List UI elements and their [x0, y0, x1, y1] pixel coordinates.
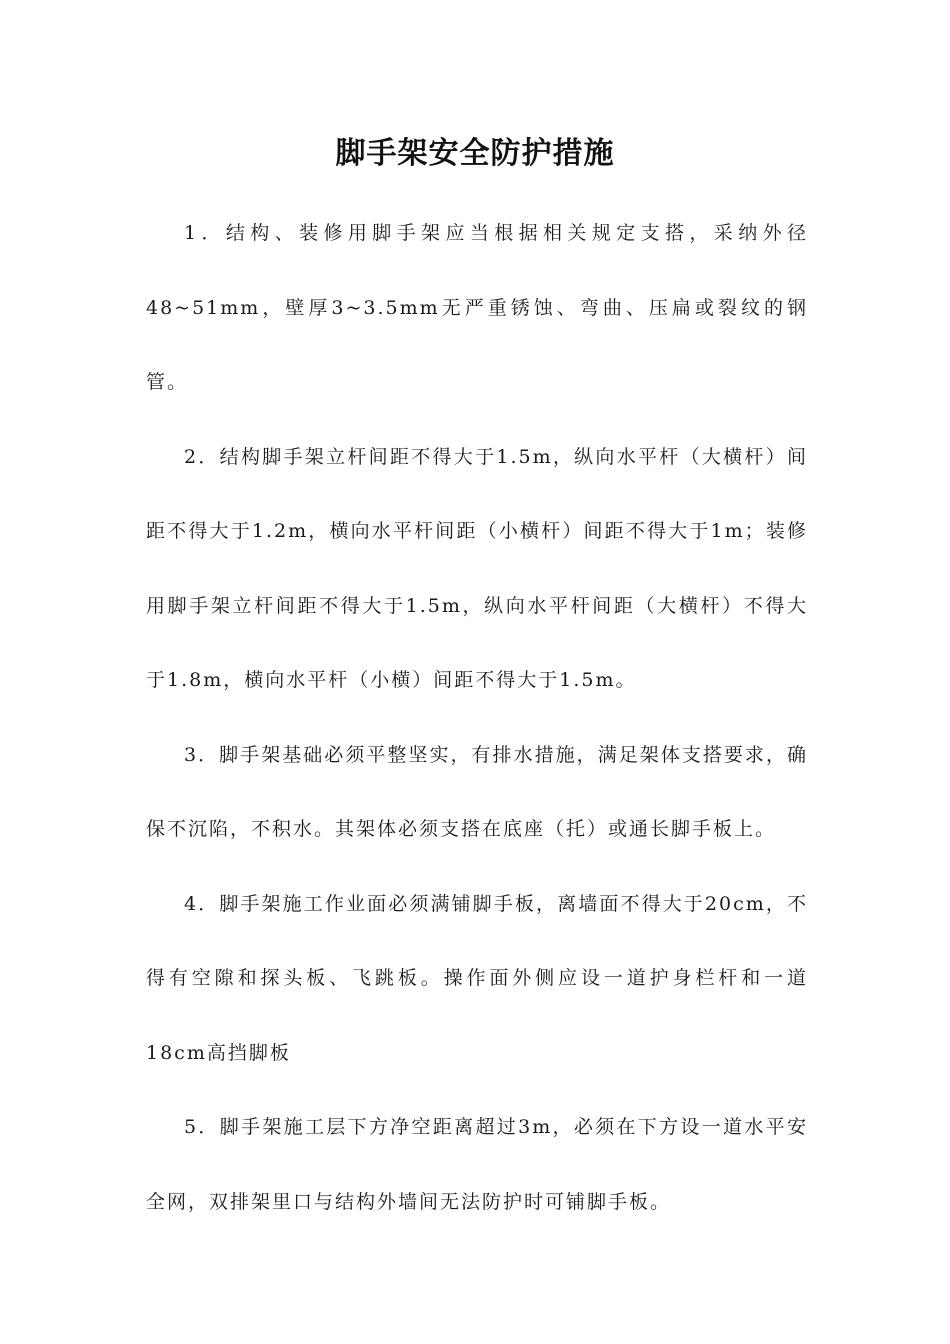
paragraph-2: 2．结构脚手架立杆间距不得大于1.5m，纵向水平杆（大横杆）间距不得大于1.2m，横向水平杆间距（小横杆）间距不得大于1m；装修用脚手架立杆间距不得大于1.5m，纵向水平杆间距（大横杆）不得大于1.8m，横向水平杆（小横）间距不得大于1.5m。: [146, 445, 808, 691]
document-body: [146, 196, 808, 1239]
paragraph-4: 4．脚手架施工作业面必须满铺脚手板，离墙面不得大于20cm，不得有空隙和探头板、飞跳板。操作面外侧应设一道护身栏杆和一道18cm高挡脚板: [146, 892, 808, 1064]
document-title: 脚手架安全防护措施: [335, 136, 615, 171]
paragraph-1: 1．结构、装修用脚手架应当根据相关规定支搭，采纳外径48~51mm，壁厚3~3.5mm无严重锈蚀、弯曲、压扁或裂纹的钢管。: [146, 222, 808, 393]
paragraph-3: 3．脚手架基础必须平整坚实，有排水措施，满足架体支搭要求，确保不沉陷，不积水。其架体必须支搭在底座（托）或通长脚手板上。: [146, 743, 808, 840]
paragraph-5: 5．脚手架施工层下方净空距离超过3m，必须在下方设一道水平安全网，双排架里口与结构外墙间无法防护时可铺脚手板。: [146, 1116, 808, 1213]
